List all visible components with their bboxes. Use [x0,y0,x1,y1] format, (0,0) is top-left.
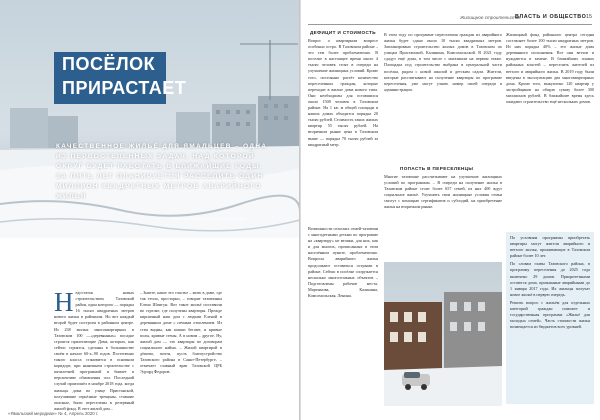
right-column-1-top: Вопрос о квартирном вопросе особенно остро. В Тазовском районе – это тем более проблематично. В поселке в настоящее время около 4 тысяч человек стоят в очереди на улучшение жилищных условий. Кроме того, постоянно растёт количество переселенных граждан, которые переходят в жилые дома нового типа. Они необходимы для оставшихся около 1500 человек в Тазовском районе. На 1 кв. м общей площади в наших домах обходится порядка 20 тысяч рублей. Стоимость таких жилых квартир 55 тысяч рублей. На вторичном рынке цена в Тазовском выше — порядка 70 тысяч рублей за квадратный метр. [308,38,378,147]
running-header [308,14,592,24]
cover-photo [0,0,300,238]
left-body-column-1 [54,287,134,411]
page-footer: «Ямальский меридиан» № 4, Апрель 2020 г. [8,411,99,416]
subheading-resettlement: ПОПАСТЬ В ПЕРЕСЕЛЕНЦЫ [400,166,474,171]
sidebar-paragraph-2: По словам главы Тазовского района, в программу переселения до 2025 года включено 29 домов. Приоритетными остаются дома, признанные аварийными до 1 января 2017 года. Их жильцы получат новое жильё в первую очередь. [510,261,590,297]
right-column-1-bottom: Возможности сельских семей-тазовчан с многодетными детьми по программе на «квартиру» не велики, для них, как и для многих, прописанных в этом населённом пункте, проблематично. Вопросы аварийного жилья продолжают оставаться острыми в районе. Сейчас в посёлке сооружается несколько многоэтажных объектов – Подготовлены рабочие места, Мартынова, Калинина, Комсомольская, Ленина. [308,226,378,299]
sidebar-paragraph-3: Решить вопрос с жильём для отдельных категорий граждан поможет и государственная программа «Жильё для молодых семей». Часть стоимости жилья возмещается из бюджетов всех уровней. [510,299,590,330]
left-body-column-2: – Знаете, какое это счастье – жить в доме, где так тепло, просторно, – говорит тазовчанка Елена Шпигун. Вот такое жильё поставили во стрелке, где получены квартиры. Прежде кирпичный наш дом с людьми Еленой в деревянном доме с печным отоплением. Из стен видны, как кошки бегают, и кривые полы, кривые стены. А в новом – другое. Ну, жилой дом — это квартиры по договорам социального найма. – Жилой квартирой в дёшево, почти, пусть благоустройство Тазовского района в Санкт-Петербурге, – отмечает главный врач Тазовской ЦРБ Эдуард Федоров. [140,290,222,375]
left-body-text-1: едостаток новых строительством Тазовский район, один которого — порядка 16 тысяч квадратных метров нового жилья в районном. Но вот каждый второй будет построен в районном центре. Из 238 жилых многоквартирных в Тазовском 100 —«деревянных» посадке строятся прилегающие Дома, которых, как сейчас строятся, сделаны в большинстве своём в начале 60-х–90 годов. Постепенно такого класса становится в основном коридоре, при нынешнем строительстве с пятилетней программой и бывает в перспективе обновления сил. Последний случай произошёл в ноябре 2018 года, когда жильцы дома по улице Пристанской, получившие серьёзные трещины, ставшие опасные, были переселены в резервный жилой фонд. В этот жилой дом... [54,290,134,411]
photo-credit: Анастасия Гашнева, фото автора [172,216,246,221]
info-sidebar [506,232,594,404]
lead-paragraph: КАЧЕСТВЕННОЕ ЖИЛЬЁ ДЛЯ ЯМАЛЬЦЕВ – ОДНА ИЗ ПЕРВОСТЕПЕННЫХ ЗАДАЧ. НАД КОТОРОЙ ОКРУГ БУДЕТ РАБОТАТЬ В БЛИЖАЙШИЕ ГОДЫ. ЗА ПЯТЬ ЛЕТ ПЛАНИРУЕТСЯ РАССЕЛИТЬ ОДИН МИЛЛИОН КВАДРАТНЫХ МЕТРОВ АВАРИЙНОГО ЖИЛЬЯ [56,143,268,200]
right-column-2-top: В этом году по программе переселения граждан из аварийного жилья будет сдано около 10 тысяч квадратных метров. Запланировано строительство жилых домов в Тазовском по улицам Пристанской, Калинина, Комсомольской. В 2021 году сдадут ещё дома, в том числе с магазином на первом этаже. Площадка под строительство выбрана в центральной части посёлка, рядом с новой школой и детским садом. Жители, которые рассчитывают на получение квартиры по программе переселения, уже могут узнать номер своей очереди в администрации. [384,32,502,92]
right-column-3-top: Жилищный фонд районного центра сегодня составляет более 100 тысяч квадратных метров. Из них порядка 40% – это жилые дома деревянного исполнения. Все они ветхие и нуждаются в замене. В ближайших планах районных властей – переселить жителей из ветхого и аварийного жилья. В 2019 году были введены в эксплуатацию два многоквартирных дома. Кроме того, выкуплено 120 квартир у застройщиков на общую сумму более 300 миллионов рублей. В ближайшее время здесь ожидают строительство ещё нескольких домов. [506,32,594,105]
page-number: 15 [586,14,592,20]
headline-line-2: ПРИРАСТАЕТ [62,78,187,98]
subheading-deficit: ДЕФИЦИТ И СТОИМОСТЬ [310,30,376,35]
right-page [300,0,600,420]
street-photo-scene [384,262,502,406]
header-kicker: Жилищное строительство [460,15,521,20]
headline-box [54,52,187,104]
photo-scene [0,0,300,238]
right-column-2-bottom: Многие тазовчане рассчитывают на улучшение жилищных условий по программам. – В очереди на получение жилья в Тазовском районе стоит более 657 семей, из них 400 ждут социальное жильё. Улучшить свои жилищные условия семьи смогут с помощью сертификатов и субсидий, на приобретение жилья на вторичном рынке. [384,174,502,210]
header-rule [308,24,592,25]
header-section: ВЛАСТЬ И ОБЩЕСТВО [515,14,587,20]
drop-cap: Н [54,287,74,317]
sidebar-paragraph-1: По условиям программы приобретать квартиры могут жители аварийного и ветхого жилья, проживающие в Тазовском районе более 10 лет. [510,235,590,259]
headline-line-1: ПОСЁЛОК [62,54,156,74]
street-photo [384,262,502,406]
